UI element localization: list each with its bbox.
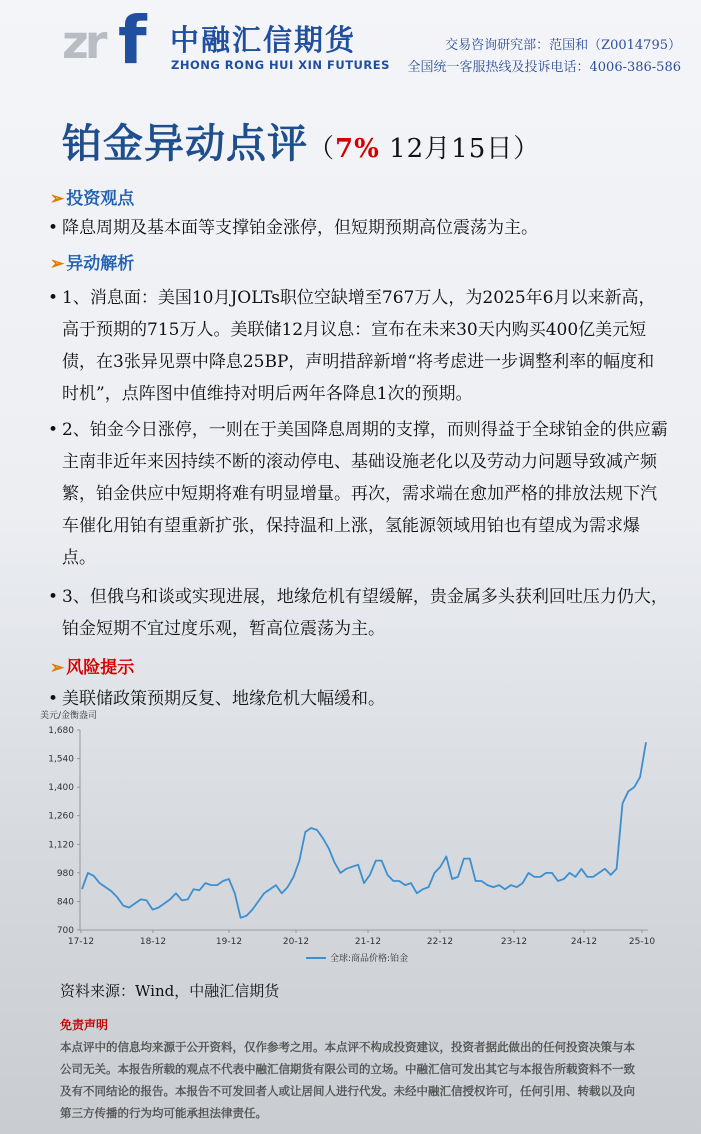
bullet-icon: • (48, 420, 59, 440)
x-tick-label: 17-12 (67, 937, 95, 947)
unit-label: 美元/金衡盎司 (40, 711, 98, 721)
x-tick-label: 24-12 (570, 937, 598, 947)
bullet-icon: • (48, 689, 59, 709)
company-name-cn: 中融汇信期货 (170, 23, 357, 57)
disclaimer-text: 本点评中的信息均来源于公开资料，仅作参考之用。本点评不构成投资建议，投资者据此做出的任何投资决策与本公司无关。本报告所载的观点不代表中融汇信期货有限公司的立场。中融汇信可发出其它与本报告所载资料不一致及有不同结论的报告。本报告不可发回者人或让居间人进行代发。未经中融汇信授权许可，任何引用、转载以及向第三方传播的行为均可能承担法律责任。 (60, 1040, 635, 1120)
legend-label: 全球:商品价格:铂金 (330, 954, 409, 964)
y-tick-label: 1,260 (48, 811, 74, 822)
x-tick-label: 23-12 (500, 937, 528, 947)
disclaimer-heading: 免责声明 (60, 1018, 109, 1032)
y-tick-label: 700 (56, 926, 74, 936)
risk-paragraph: • 美联储政策预期反复、地缘危机大幅缓和。 (48, 683, 670, 715)
y-tick-label: 1,540 (48, 754, 74, 765)
x-tick-label: 18-12 (139, 937, 167, 947)
y-tick-label: 980 (56, 868, 74, 879)
y-tick-label: 1,400 (48, 783, 74, 794)
title-topic: 异动点评 (144, 120, 308, 167)
bullet-icon: • (48, 587, 59, 607)
x-tick-label: 20-12 (282, 937, 310, 947)
company-name-en: ZHONG RONG HUI XIN FUTURES (171, 58, 390, 72)
page-title (62, 112, 540, 169)
title-date: 12月15日） (379, 134, 541, 164)
section-risk-heading: ➢ 风险提示 (50, 658, 135, 678)
x-tick-label: 19-12 (215, 937, 243, 947)
bullet-icon: • (48, 288, 59, 308)
arrow-icon: ➢ (50, 189, 65, 209)
analysis-paragraph-3: • 3、但俄乌和谈或实现进展，地缘危机有望缓解，贵金属多头获利回吐压力仍大，铂金短期不宜过度乐观，暂高位震荡为主。 (48, 581, 670, 645)
series-line-platinum (82, 742, 646, 918)
logo-zr: zr (62, 15, 104, 69)
title-metal: 铂金 (62, 120, 144, 167)
section-analysis-heading: ➢ 异动解析 (50, 254, 135, 274)
y-tick-label: 1,680 (48, 726, 74, 736)
y-tick-label: 840 (56, 897, 74, 908)
data-source: 资料来源：Wind，中融汇信期货 (60, 982, 280, 1000)
y-tick-label: 1,120 (48, 840, 74, 851)
contact-hotline: 全国统一客服热线及投诉电话：4006-386-586 (407, 60, 681, 75)
section-view-heading: ➢ 投资观点 (50, 189, 135, 209)
title-open-paren: （ (308, 134, 336, 164)
view-paragraph: • 降息周期及基本面等支撑铂金涨停，但短期预期高位震荡为主。 (48, 212, 670, 244)
title-percent: 7% (335, 134, 380, 164)
analysis-paragraph-1: • 1、消息面：美国10月JOLTs职位空缺增至767万人，为2025年6月以来新高，高于预期的715万人。美联储12月议息：宣布在未来30天内购买400亿美元短债，在3张异见票中降息25BP，声明措辞新增“将考虑进一步调整利率的幅度和时机”，点阵图中值维持对明后两年各降息1次的预期。 (48, 282, 670, 410)
x-tick-label: 21-12 (354, 937, 382, 947)
x-tick-label: 25-10 (628, 937, 656, 947)
logo-f: f (118, 2, 147, 79)
x-tick-label: 22-12 (426, 937, 454, 947)
analysis-paragraph-2: • 2、铂金今日涨停，一则在于美国降息周期的支撑，而则得益于全球铂金的供应霸主南非近年来因持续不断的滚动停电、基础设施老化以及劳动力问题导致减产频繁，铂金供应中短期将难有明显增量。再次，需求端在愈加严格的排放法规下汽车催化用铂有望重新扩张，保持温和上涨，氢能源领域用铂也有望成为需求爆点。 (48, 414, 670, 574)
arrow-icon: ➢ (50, 254, 65, 274)
bullet-icon: • (48, 218, 59, 238)
platinum-price-chart (36, 708, 666, 970)
arrow-icon: ➢ (50, 658, 65, 678)
contact-analyst: 交易咨询研究部：范国和（Z0014795） (445, 38, 681, 53)
